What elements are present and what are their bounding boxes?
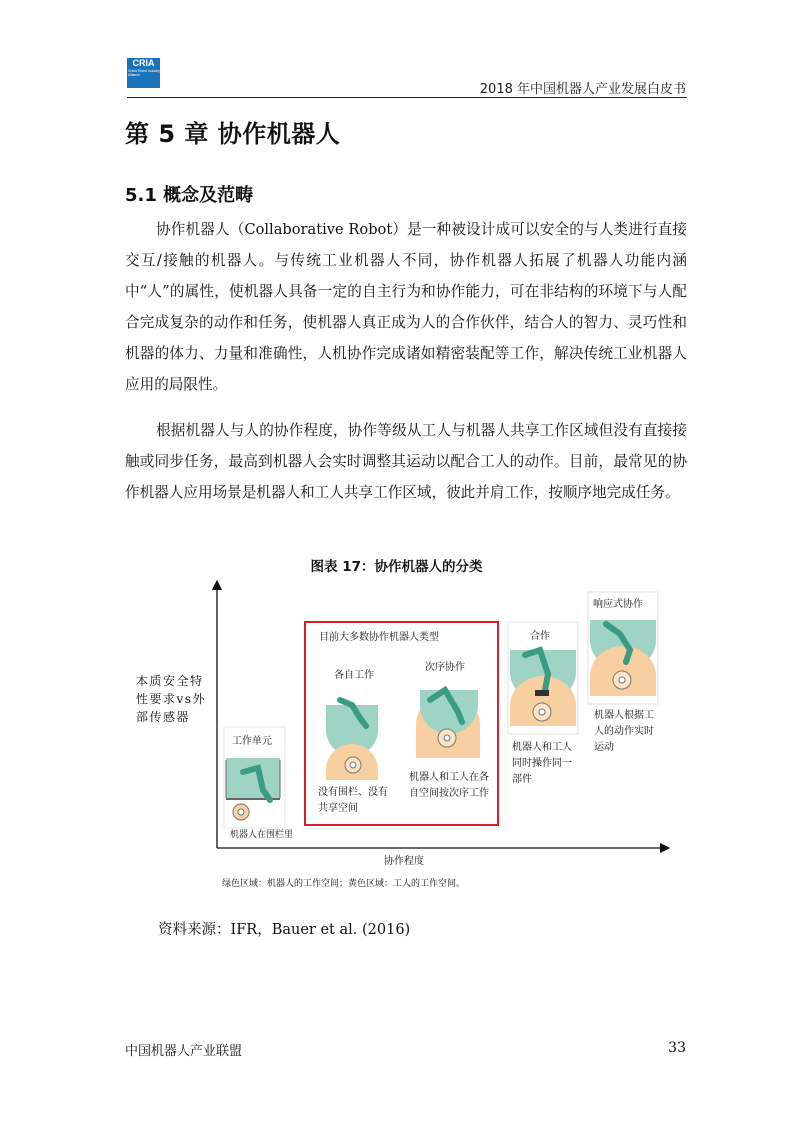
cat-cooperation-desc: 机器人和工人同时操作同一部件 — [512, 742, 572, 785]
sequential-illustration — [416, 683, 481, 758]
cat-workcell-title: 工作单元 — [232, 736, 272, 747]
cat-workcell-desc: 机器人在围栏里 — [230, 830, 294, 840]
logo-subtext: China Robot Industry Alliance — [128, 69, 160, 77]
cat-cooperation-title: 合作 — [530, 631, 550, 642]
paragraph-2: 根据机器人与人的协作程度，协作等级从工人与机器人共享工作区域但没有直接接触或同步任务，最高到机器人会实时调整其运动以配合工人的动作。目前，最常见的协作机器人应用场景是机器人和工人共享工作区域，彼此并肩工作，按顺序地完成任务。 — [125, 422, 687, 501]
cat-separate-desc: 没有围栏、没有共享空间 — [318, 787, 388, 814]
figure-note: 绿色区域：机器人的工作空间；黄色区域：工人的工作空间。 — [222, 879, 466, 889]
section-title: 5.1 概念及范畴 — [125, 185, 254, 206]
highlight-title: 目前大多数协作机器人类型 — [319, 632, 439, 643]
chapter-title: 第 5 章 协作机器人 — [125, 120, 341, 148]
y-axis-label: 本质安全特性要求vs外部传感器 — [136, 674, 206, 724]
paragraph-1: 协作机器人（Collaborative Robot）是一种被设计成可以安全的与人类进行直接交互/接触的机器人。与传统工业机器人不同，协作机器人拓展了机器人功能内涵中“人”的属性，使机器人具备一定的自主行为和协作能力，可在非结构的环境下与人配合完成复杂的动作和任务，使机器人真正成为人的合作伙伴，结合人的智力、灵巧性和机器的体力、力量和准确性，人机协作完成诸如精密装配等工作，解决传统工业机器人应用的局限性。 — [125, 221, 687, 393]
cooperation-illustration — [510, 650, 576, 726]
header-title: 2018 年中国机器人产业发展白皮书 — [479, 82, 686, 97]
cat-responsive-desc: 机器人根据工人的动作实时运动 — [594, 710, 654, 753]
source-note: 资料来源：IFR，Bauer et al. (2016) — [158, 922, 411, 938]
cat-sequential-title: 次序协作 — [425, 662, 465, 673]
separate-work-illustration — [326, 700, 378, 780]
footer-org: 中国机器人产业联盟 — [125, 1044, 243, 1059]
figure-caption: 图表 17：协作机器人的分类 — [310, 559, 483, 575]
cat-separate-title: 各自工作 — [334, 670, 374, 681]
x-axis-label: 协作程度 — [384, 856, 424, 867]
cat-sequential-desc: 机器人和工人在各自空间按次序工作 — [409, 772, 489, 799]
responsive-illustration — [590, 620, 656, 696]
logo-text: CRIA — [132, 58, 155, 68]
page-number: 33 — [668, 1040, 686, 1056]
cat-responsive-title: 响应式协作 — [593, 599, 643, 610]
